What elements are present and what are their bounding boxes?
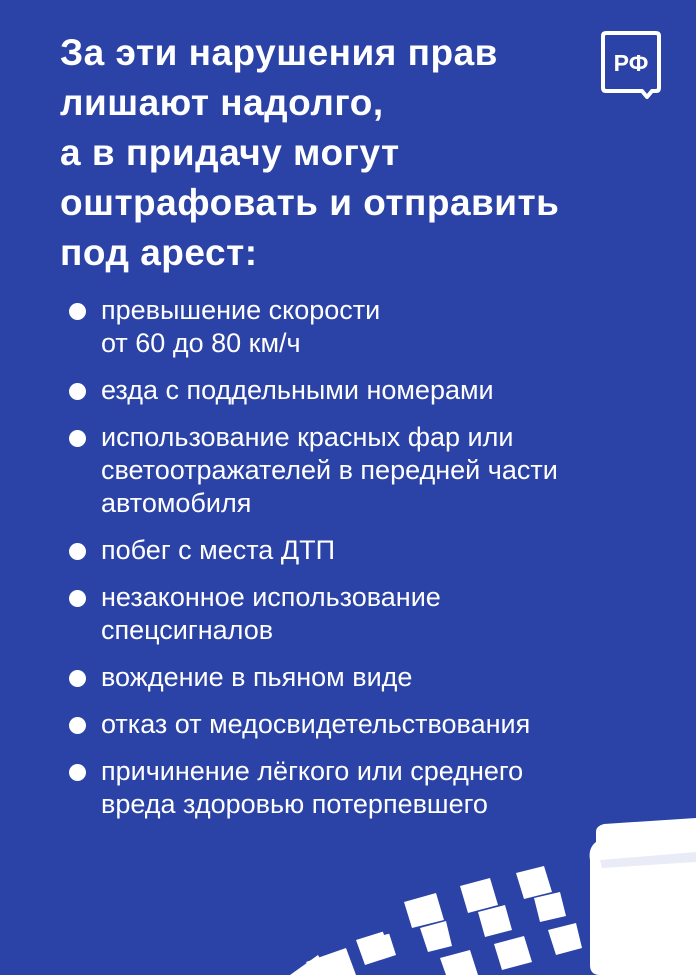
item-line: вождение в пьяном виде bbox=[101, 662, 413, 692]
item-line: автомобиля bbox=[101, 488, 252, 518]
road-stripe bbox=[548, 923, 582, 955]
road-stripe bbox=[478, 905, 512, 937]
road-stripe bbox=[306, 948, 356, 975]
item-line: вреда здоровью потерпевшего bbox=[101, 789, 488, 819]
item-line: езда с поддельными номерами bbox=[101, 375, 494, 405]
road-stripe bbox=[356, 930, 396, 965]
item-line: спецсигналов bbox=[101, 615, 274, 645]
item-line: незаконное использование bbox=[101, 582, 441, 612]
item-line: светоотражателей в передней части bbox=[101, 455, 558, 485]
item-line: использование красных фар или bbox=[101, 422, 514, 452]
road-stripe bbox=[494, 936, 532, 970]
item-line: причинение лёгкого или среднего bbox=[101, 756, 524, 786]
title-line: За эти нарушения прав bbox=[60, 32, 498, 73]
item-line: превышение скорости bbox=[101, 295, 381, 325]
road-stripe bbox=[460, 878, 498, 913]
road-stripe bbox=[516, 866, 552, 899]
car-shape bbox=[590, 818, 696, 975]
item-line: побег с места ДТП bbox=[101, 535, 336, 565]
item-line: отказ от медосвидетельствования bbox=[101, 709, 531, 739]
title-line: а в придачу могут bbox=[60, 132, 400, 173]
checkered-strip bbox=[290, 866, 582, 975]
title-line: оштрафовать и отправить bbox=[60, 182, 560, 223]
road-stripe bbox=[440, 950, 478, 975]
road-stripe bbox=[420, 921, 452, 952]
logo-text: РФ bbox=[613, 50, 649, 76]
road-stripe bbox=[534, 892, 566, 922]
title-line: под арест: bbox=[60, 232, 258, 273]
title-line: лишают надолго, bbox=[60, 82, 384, 123]
item-line: от 60 до 80 км/ч bbox=[101, 328, 301, 358]
